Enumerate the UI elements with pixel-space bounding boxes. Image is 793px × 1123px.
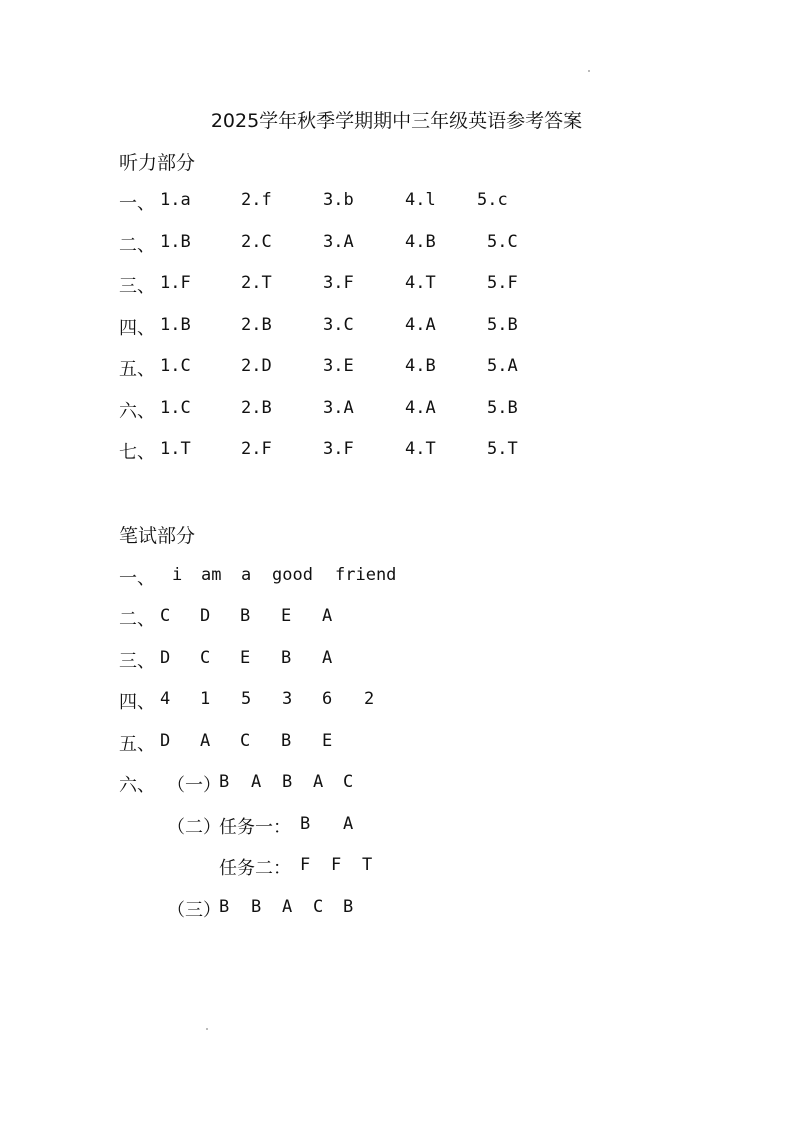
answer: 4.T <box>405 439 436 459</box>
answer: A <box>282 897 293 917</box>
question-number: 六、 <box>119 401 155 422</box>
answer: 5.F <box>487 273 518 293</box>
answer: B <box>300 814 311 834</box>
answer: B <box>240 606 251 626</box>
answer: E <box>240 648 251 668</box>
answer: 1.C <box>160 398 191 418</box>
answer: a <box>241 565 252 585</box>
question-number: 一、 <box>119 568 155 589</box>
answer: C <box>200 648 211 668</box>
answer: A <box>343 814 354 834</box>
answer: A <box>251 772 262 792</box>
answer: 5.B <box>487 398 518 418</box>
answer: 4.A <box>405 398 436 418</box>
question-number: 三、 <box>119 651 155 672</box>
answer: 5.c <box>477 190 508 210</box>
answer: 3.b <box>323 190 354 210</box>
answer: 4.A <box>405 315 436 335</box>
answer: 4.B <box>405 356 436 376</box>
answer: 1.B <box>160 232 191 252</box>
answer: 2.B <box>241 315 272 335</box>
answer: F <box>331 855 342 875</box>
answer: 5.C <box>487 232 518 252</box>
answer: E <box>322 731 333 751</box>
answer: 5 <box>241 689 252 709</box>
answer: 3.F <box>323 273 354 293</box>
question-number: 六、 <box>119 775 155 796</box>
answer: A <box>200 731 211 751</box>
answer: 1.T <box>160 439 191 459</box>
answer: B <box>219 897 230 917</box>
scan-speck <box>588 70 590 72</box>
answer: 3.C <box>323 315 354 335</box>
answer: F <box>300 855 311 875</box>
answer: 5.T <box>487 439 518 459</box>
answer: i <box>172 565 183 585</box>
answer: B <box>281 648 292 668</box>
answer: 3.A <box>323 398 354 418</box>
answer: 2.D <box>241 356 272 376</box>
answer: A <box>322 648 333 668</box>
answer: B <box>282 772 293 792</box>
question-number: 二、 <box>119 235 155 256</box>
answer: B <box>281 731 292 751</box>
answer: 3.A <box>323 232 354 252</box>
answer: C <box>160 606 171 626</box>
answer: E <box>281 606 292 626</box>
task-two-label: 任务二： <box>219 858 291 879</box>
answer: B <box>251 897 262 917</box>
part-two-label: （二） <box>167 817 221 838</box>
answer: 3.F <box>323 439 354 459</box>
answer: D <box>200 606 211 626</box>
part-one-label: （一） <box>167 775 221 796</box>
question-number: 四、 <box>119 318 155 339</box>
answer: friend <box>335 565 397 585</box>
answer: D <box>160 731 171 751</box>
answer: 4.T <box>405 273 436 293</box>
written-heading: 笔试部分 <box>119 525 196 547</box>
answer: A <box>313 772 324 792</box>
question-number: 四、 <box>119 692 155 713</box>
listening-heading: 听力部分 <box>119 152 196 174</box>
answer: C <box>313 897 324 917</box>
answer: 1.F <box>160 273 191 293</box>
answer: T <box>362 855 373 875</box>
answer: 2 <box>364 689 375 709</box>
answer: 2.C <box>241 232 272 252</box>
question-number: 七、 <box>119 442 155 463</box>
part-three-label: （三） <box>167 900 221 921</box>
scan-speck <box>206 1028 208 1030</box>
page-title: 2025学年秋季学期期中三年级英语参考答案 <box>210 110 583 132</box>
question-number: 一、 <box>119 193 155 214</box>
answer: 4 <box>160 689 171 709</box>
answer: 5.B <box>487 315 518 335</box>
answer: 3 <box>282 689 293 709</box>
answer: 4.B <box>405 232 436 252</box>
question-number: 五、 <box>119 359 155 380</box>
answer: A <box>322 606 333 626</box>
answer: D <box>160 648 171 668</box>
answer: 4.l <box>405 190 436 210</box>
question-number: 五、 <box>119 734 155 755</box>
answer: 3.E <box>323 356 354 376</box>
answer: 2.B <box>241 398 272 418</box>
answer: C <box>240 731 251 751</box>
answer: 6 <box>322 689 333 709</box>
answer: good <box>272 565 313 585</box>
answer: 2.f <box>241 190 272 210</box>
answer: 5.A <box>487 356 518 376</box>
question-number: 二、 <box>119 609 155 630</box>
answer: B <box>343 897 354 917</box>
answer: 1.a <box>160 190 191 210</box>
task-one-label: 任务一： <box>219 817 291 838</box>
answer: 2.F <box>241 439 272 459</box>
answer: 1.C <box>160 356 191 376</box>
answer: am <box>201 565 222 585</box>
answer: 1.B <box>160 315 191 335</box>
question-number: 三、 <box>119 276 155 297</box>
answer: 2.T <box>241 273 272 293</box>
answer: C <box>343 772 354 792</box>
answer: B <box>219 772 230 792</box>
answer: 1 <box>200 689 211 709</box>
